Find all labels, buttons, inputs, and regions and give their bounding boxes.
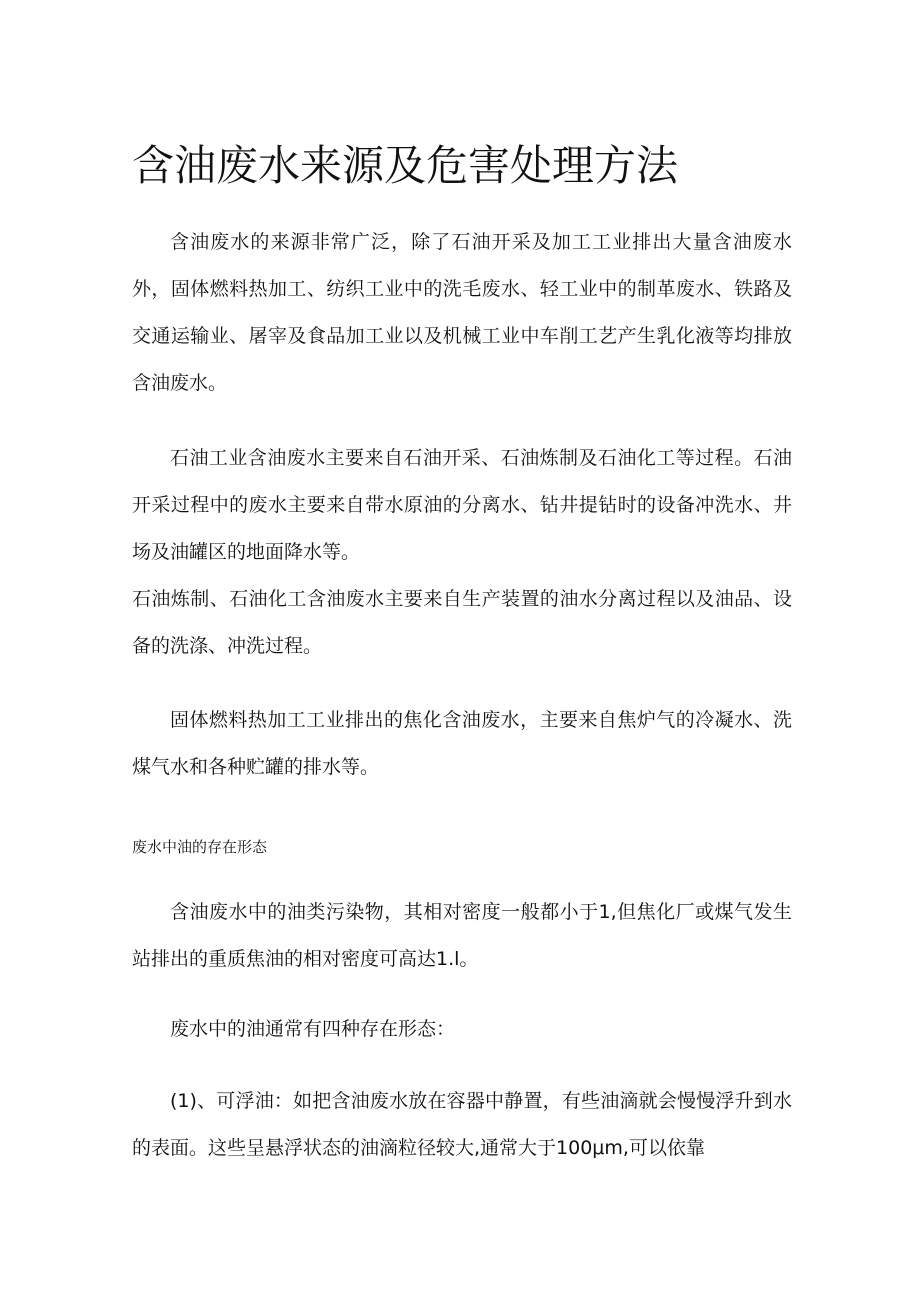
section-heading: 废水中油的存在形态: [132, 838, 268, 856]
paragraph-refining: 石油炼制、石油化工含油废水主要来自生产装置的油水分离过程以及油品、设备的洗涤、冲洗过程。: [132, 588, 792, 657]
paragraph-coking: 固体燃料热加工工业排出的焦化含油废水，主要来自焦炉气的冷凝水、洗煤气水和各种贮罐的排水等。: [132, 709, 792, 778]
paragraph-density: 含油废水中的油类污染物，其相对密度一般都小于1,但焦化厂或煤气发生站排出的重质焦油的相对密度可高达1.l。: [132, 901, 792, 970]
paragraph-petroleum-industry: 石油工业含油废水主要来自石油开采、石油炼制及石油化工等过程。石油开采过程中的废水主要来自带水原油的分离水、钻井提钻时的设备冲洗水、井场及油罐区的地面降水等。: [132, 447, 792, 563]
document-title: 含油废水来源及危害处理方法: [132, 141, 679, 191]
paragraph-sources: 含油废水的来源非常广泛，除了石油开采及加工工业排出大量含油废水外，固体燃料热加工、纺织工业中的洗毛废水、轻工业中的制革废水、铁路及交通运输业、屠宰及食品加工业以及机械工业中车削工艺产生乳化液等均排放含油废水。: [132, 231, 792, 394]
paragraph-floating-oil: (1)、可浮油：如把含油废水放在容器中静置，有些油滴就会慢慢浮升到水的表面。这些呈悬浮状态的油滴粒径较大,通常大于100μm,可以依靠: [132, 1090, 792, 1159]
paragraph-four-forms: 废水中的油通常有四种存在形态：: [170, 1018, 456, 1040]
